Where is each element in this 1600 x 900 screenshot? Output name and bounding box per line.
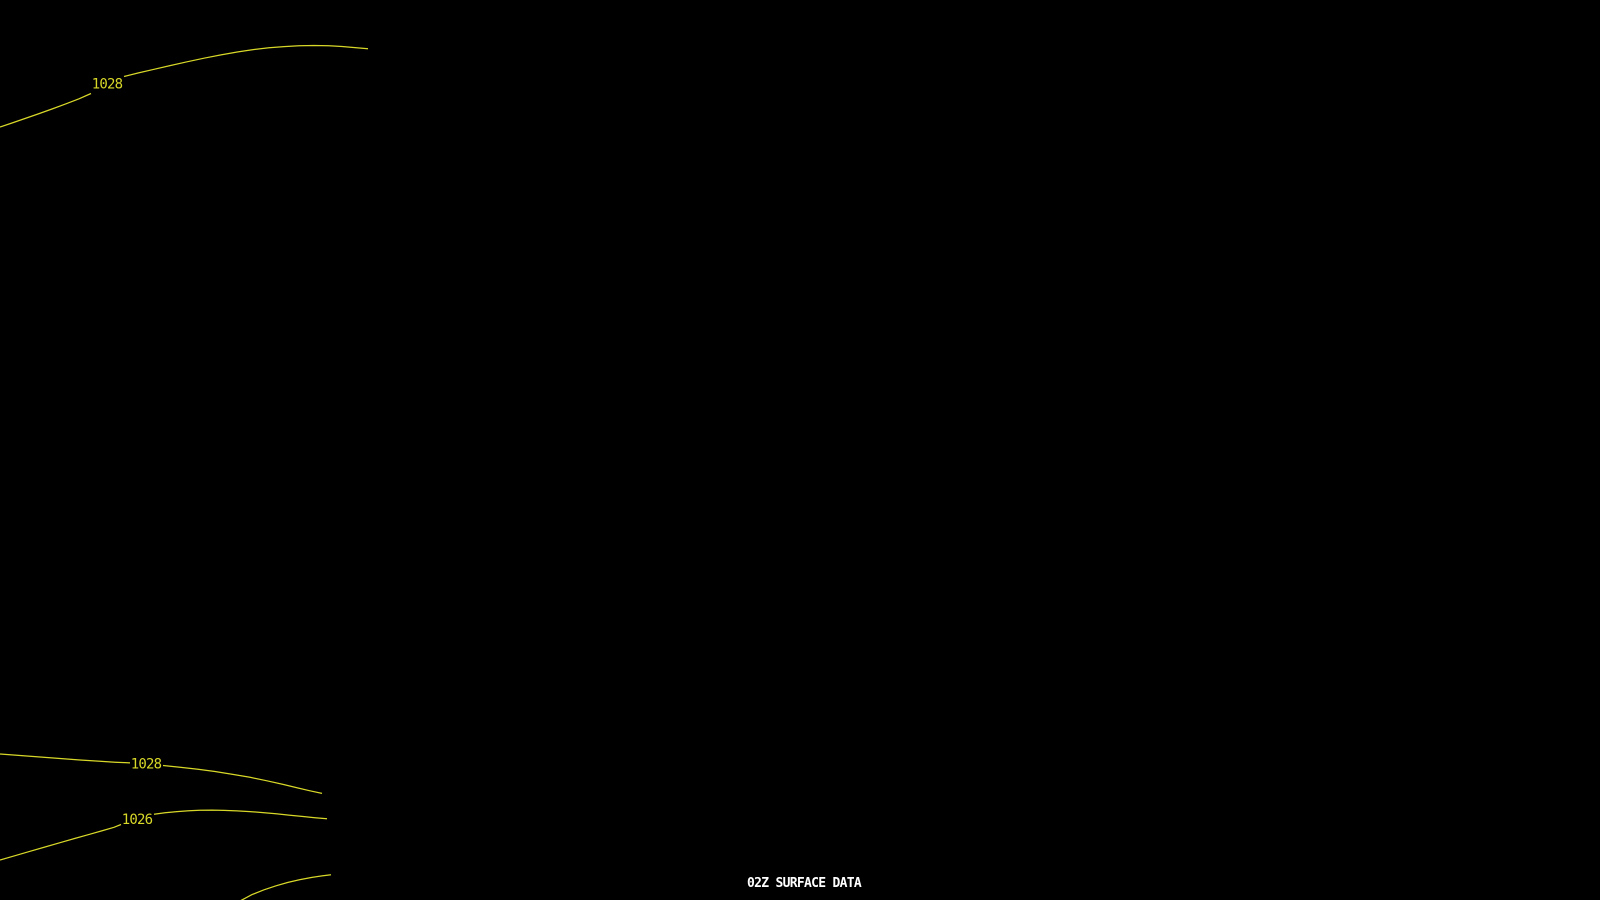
isobar-path-isobar-1026-south	[154, 810, 327, 819]
isobar-label-isobar-1028-south: 1028	[130, 756, 162, 773]
isobar-path-isobar-1028-north	[0, 94, 91, 128]
isobar-path-isobar-1028-north	[124, 46, 368, 77]
isobar-path-isobar-1028-south	[163, 766, 322, 794]
isobar-label-isobar-1026-south: 1026	[121, 812, 153, 828]
isobar-path-isobar-unlabeled-south	[240, 875, 331, 900]
status-annotation: 02Z SURFACE DATA	[746, 876, 862, 891]
isobar-path-isobar-1026-south	[0, 825, 121, 861]
isobar-path-isobar-1028-south	[0, 754, 130, 763]
isobar-label-isobar-1028-north: 1028	[91, 76, 123, 93]
